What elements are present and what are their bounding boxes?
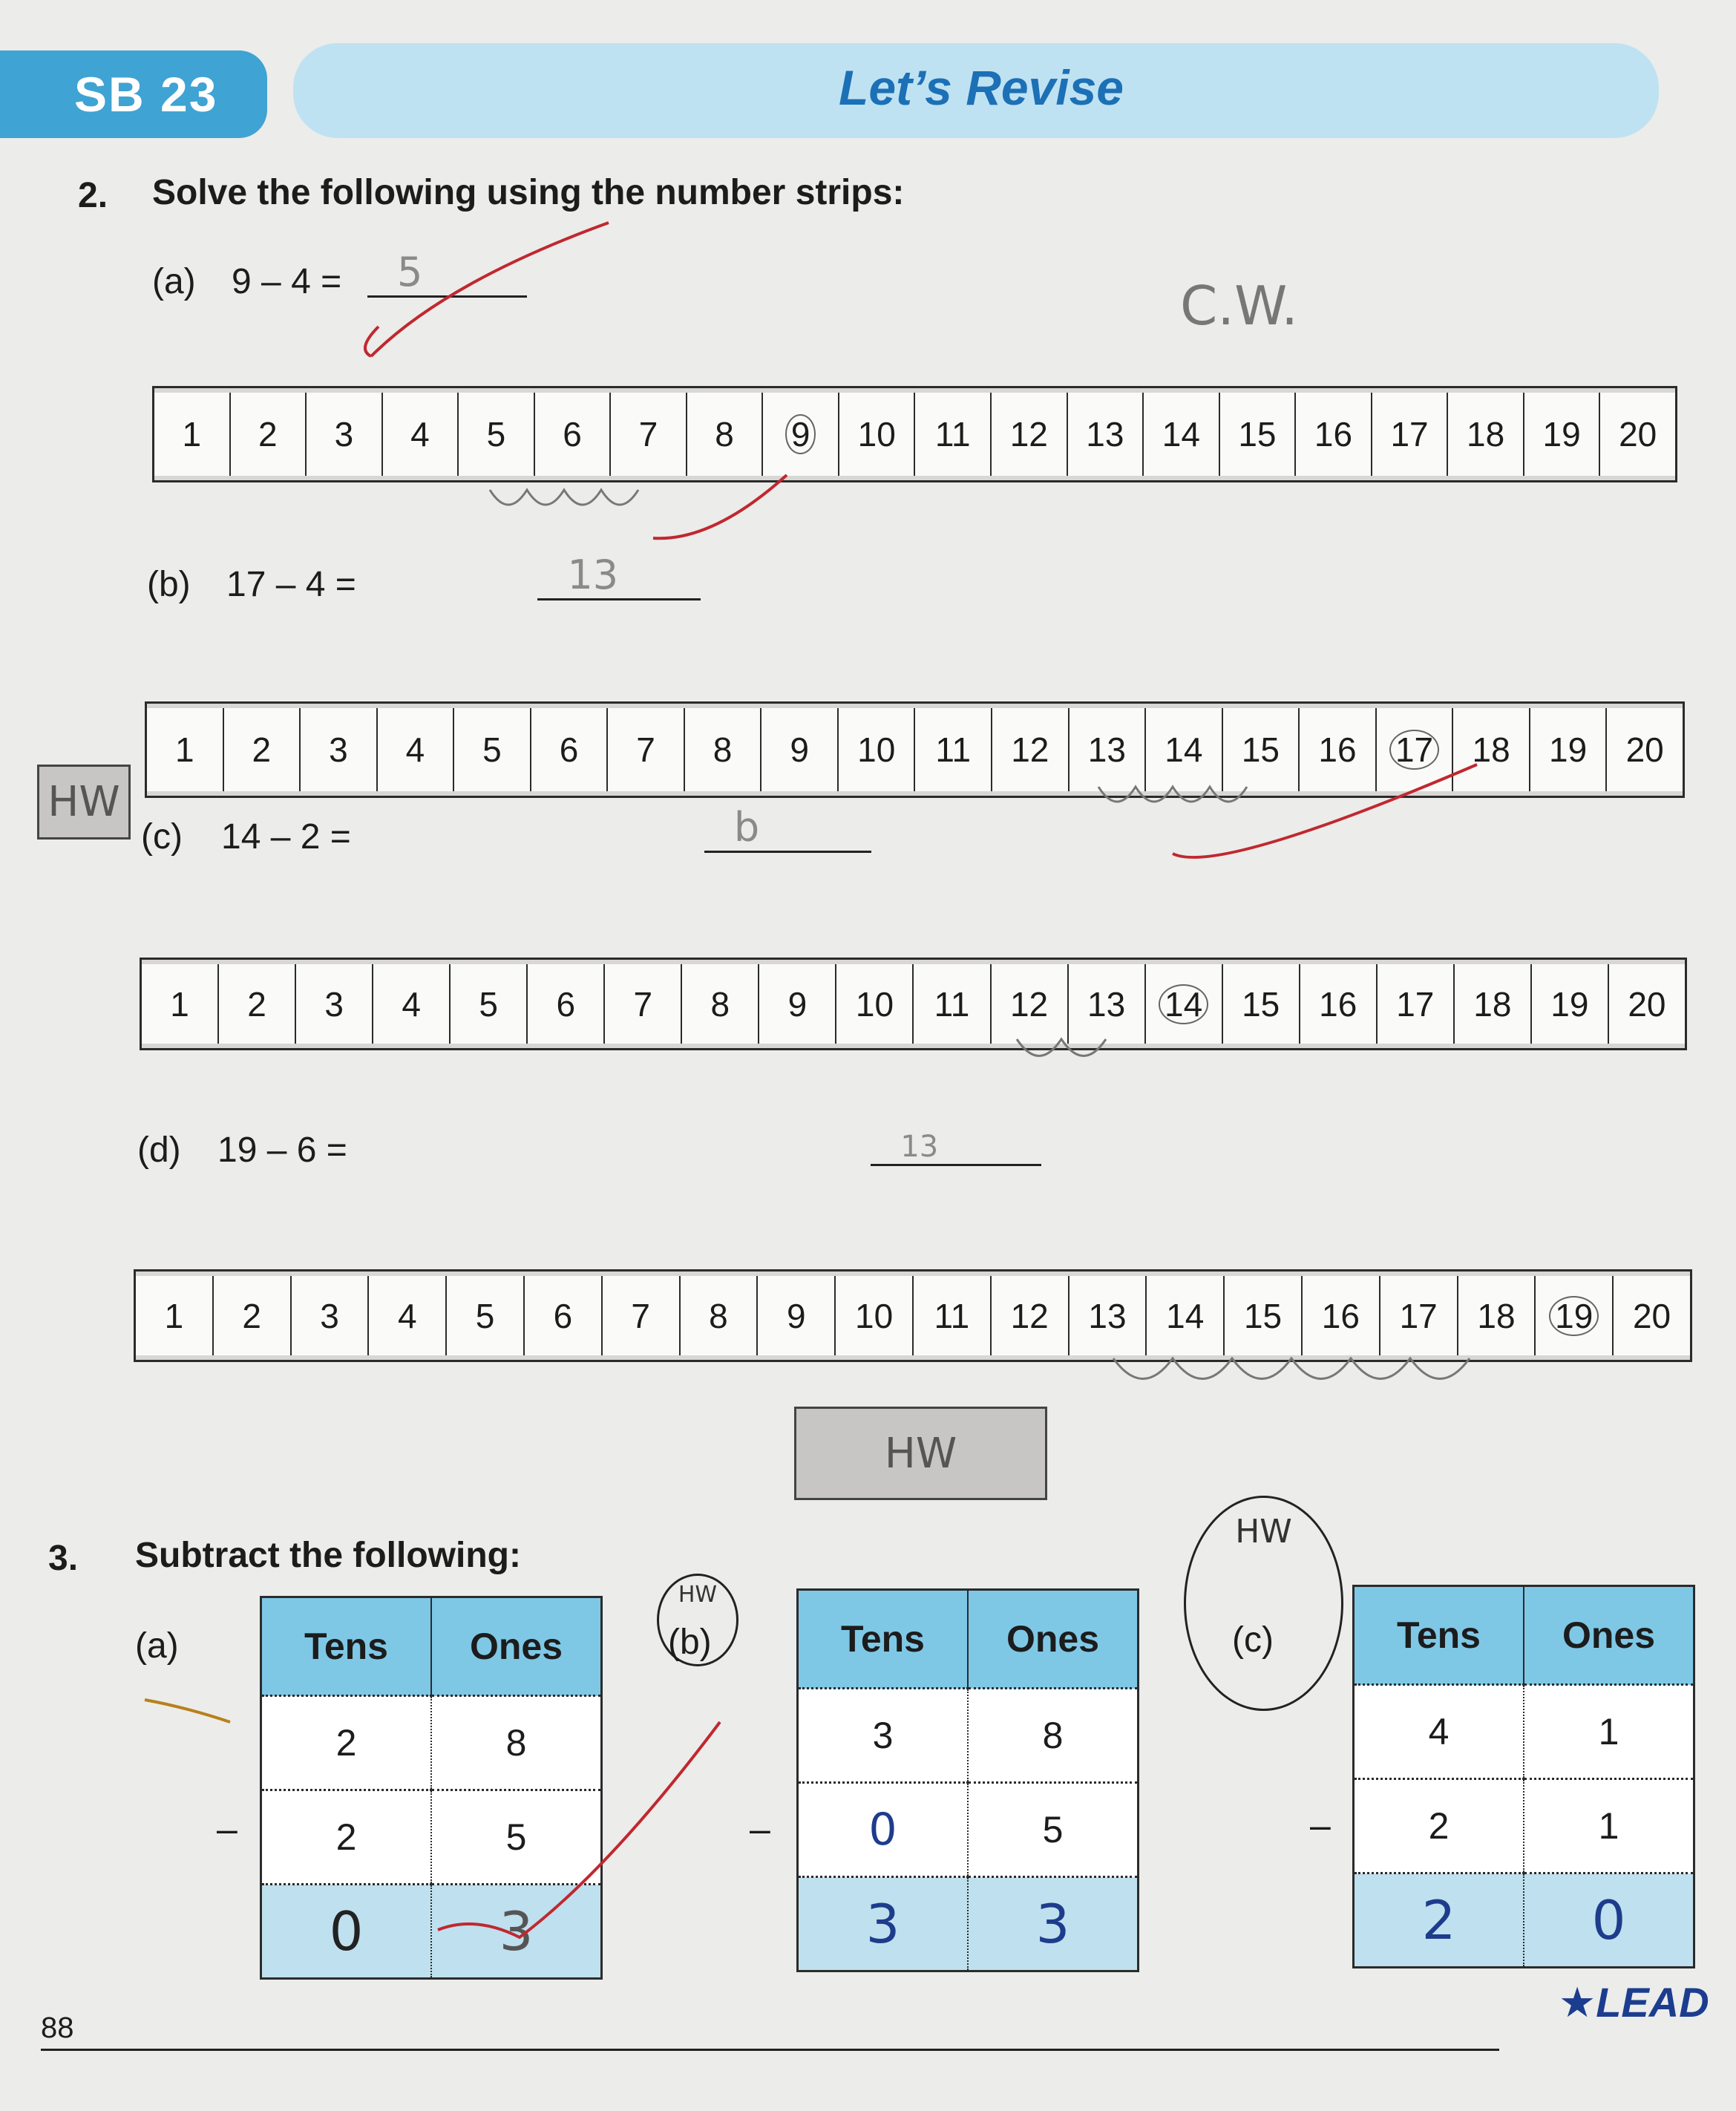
strip-a-cell-11	[914, 393, 990, 476]
strip-b-cell-label: 2	[252, 730, 272, 769]
strip-b-cell-label: 12	[1011, 730, 1049, 769]
strip-a-cell-label: 10	[857, 415, 896, 454]
strip-a-cell-17	[1371, 393, 1447, 476]
table-b	[796, 1588, 1139, 1972]
strip-c-cell-label: 15	[1242, 984, 1280, 1024]
strip-a-cell-14	[1142, 393, 1219, 476]
strip-d-cell-5	[445, 1276, 523, 1355]
table-b-bottom-tens: 0	[798, 1783, 969, 1877]
strip-b-cell-label: 11	[935, 730, 972, 769]
strip-a-cell-label: 9	[785, 414, 816, 454]
strip-a-cell-5	[457, 393, 534, 476]
strip-b-cell-label: 10	[857, 730, 896, 769]
strip-b-cell-label: 1	[174, 730, 194, 769]
table-a-label: (a)	[135, 1626, 179, 1666]
strip-b-cell-label: 16	[1318, 730, 1357, 769]
strip-c-cell-label: 19	[1550, 984, 1589, 1024]
strip-b-cell-label: 18	[1472, 730, 1510, 769]
strip-a-cell-label: 16	[1314, 415, 1353, 454]
table-c-top-ones: 1	[1524, 1685, 1694, 1779]
strip-c-cell-label: 10	[855, 984, 894, 1024]
strip-c-cell-label: 3	[324, 984, 344, 1024]
strip-b-cell-label: 20	[1625, 730, 1664, 769]
strip-a-cell-label: 18	[1466, 415, 1505, 454]
strip-a-cell-label: 5	[486, 415, 506, 454]
table-c-minus: –	[1310, 1804, 1331, 1846]
strip-a-cell-label: 14	[1162, 415, 1200, 454]
table-b-minus: –	[750, 1808, 770, 1850]
strip-c-cell-10	[835, 964, 912, 1044]
table-a-bottom-ones: 5	[431, 1790, 602, 1885]
strip-d-cell-15	[1223, 1276, 1301, 1355]
strip-d-cell-label: 14	[1166, 1296, 1205, 1335]
strip-d-cell-6	[523, 1276, 601, 1355]
strip-c-cell-label: 5	[479, 984, 498, 1024]
table-b-top-ones: 8	[968, 1689, 1139, 1783]
table-c-answer-tens[interactable]: 2	[1354, 1873, 1524, 1968]
hw-stamp-center: HW	[794, 1407, 1047, 1500]
strip-d-cell-19	[1534, 1276, 1612, 1355]
strip-c-cell-19	[1530, 964, 1608, 1044]
question-3-number: 3.	[48, 1539, 79, 1578]
strip-d-cell-label: 5	[475, 1296, 495, 1335]
teacher-note-cw: C.W.	[1180, 275, 1298, 337]
strip-c-cell-label: 1	[170, 984, 189, 1024]
strip-a-cell-label: 15	[1238, 415, 1277, 454]
strip-d-cell-label: 1	[164, 1296, 184, 1335]
table-c-ones-header: Ones	[1524, 1586, 1694, 1685]
strip-d-cell-1	[136, 1276, 212, 1355]
strip-a-cell-label: 8	[715, 415, 734, 454]
strip-c-cell-label: 18	[1473, 984, 1512, 1024]
strip-c-cell-label: 6	[556, 984, 576, 1024]
part-d-answer: 13	[900, 1130, 939, 1164]
question-2-instruction: Solve the following using the number strips:	[152, 173, 905, 212]
strip-b-cell-label: 13	[1087, 730, 1126, 769]
strip-b-cell-label: 4	[405, 730, 425, 769]
strip-d-cell-label: 20	[1632, 1296, 1671, 1335]
strip-b-cell-4	[376, 708, 453, 791]
strip-d-cell-9	[756, 1276, 834, 1355]
strip-a-cell-18	[1447, 393, 1523, 476]
strip-d-cell-label: 4	[397, 1296, 417, 1335]
part-d-answer-field[interactable]	[871, 1130, 1041, 1166]
strip-c-cell-label: 9	[787, 984, 808, 1024]
strip-c-cell-label: 12	[1009, 984, 1049, 1024]
strip-a-cell-4	[381, 393, 458, 476]
strip-b-cell-6	[530, 708, 607, 791]
strip-d-cell-label: 7	[631, 1296, 650, 1335]
strip-a-cell-9	[761, 393, 838, 476]
number-strip-c	[140, 958, 1687, 1050]
part-c-answer-field[interactable]	[704, 804, 871, 853]
strip-b-cell-20	[1605, 708, 1683, 791]
table-a-top-ones: 8	[431, 1696, 602, 1790]
strip-d-cell-label: 8	[709, 1296, 728, 1335]
strip-a-cell-8	[686, 393, 762, 476]
strip-a-cell-1	[154, 393, 229, 476]
part-a-answer: 5	[397, 249, 423, 295]
strip-a-cell-label: 12	[1009, 415, 1048, 454]
strip-d-cell-20	[1612, 1276, 1690, 1355]
table-b-answer-tens[interactable]: 3	[798, 1877, 969, 1971]
strip-c-cell-label: 4	[402, 984, 421, 1024]
strip-b-cell-1	[147, 708, 223, 791]
strip-d-cell-18	[1457, 1276, 1535, 1355]
strip-a-cell-label: 7	[638, 415, 658, 454]
strip-c-cell-7	[603, 964, 681, 1044]
hw-oval-c-text: HW	[1235, 1513, 1292, 1551]
strip-d-cell-10	[834, 1276, 912, 1355]
strip-a-cell-label: 13	[1086, 415, 1124, 454]
strip-a-cell-label: 3	[334, 415, 354, 454]
strip-a-cell-label: 20	[1619, 415, 1657, 454]
strip-a-cell-12	[990, 393, 1067, 476]
strip-b-cell-label: 17	[1389, 730, 1439, 770]
table-b-bottom-ones: 5	[968, 1783, 1139, 1877]
strip-b-cell-label: 19	[1549, 730, 1588, 769]
strip-a-cell-15	[1219, 393, 1295, 476]
part-b-label: (b)	[147, 565, 191, 604]
jump-arcs-a	[490, 490, 638, 505]
strip-a-cell-label: 11	[934, 415, 971, 454]
strip-b-cell-2	[223, 708, 300, 791]
strip-a-cell-label: 2	[258, 415, 278, 454]
strip-a-cell-label: 4	[410, 415, 430, 454]
footer-line	[41, 2049, 1499, 2051]
lead-logo: ★LEAD	[1559, 1979, 1709, 2026]
strip-c-cell-label: 8	[710, 984, 730, 1024]
table-b-label: (b)	[668, 1623, 712, 1662]
strip-a-cell-label: 17	[1390, 415, 1429, 454]
strip-d-cell-label: 2	[242, 1296, 261, 1335]
page-number: 88	[41, 2012, 74, 2044]
strip-d-cell-label: 17	[1399, 1296, 1438, 1335]
strip-c-cell-17	[1376, 964, 1453, 1044]
strip-d-cell-7	[601, 1276, 679, 1355]
strip-b-cell-label: 8	[713, 730, 733, 769]
question-3-instruction: Subtract the following:	[135, 1536, 521, 1575]
table-a-minus: –	[217, 1808, 238, 1850]
strip-a-cell-7	[609, 393, 686, 476]
strip-b-cell-16	[1298, 708, 1375, 791]
number-strip-a	[152, 386, 1677, 482]
strip-c-cell-label: 13	[1087, 984, 1126, 1024]
strip-c-cell-15	[1222, 964, 1299, 1044]
tick-mark-strip-a	[653, 475, 787, 538]
question-2-number: 2.	[78, 176, 108, 215]
strip-a-cell-6	[534, 393, 610, 476]
hw-oval-b-text: HW	[678, 1582, 718, 1608]
lead-logo-text: LEAD	[1596, 1979, 1709, 2026]
strip-c-cell-16	[1299, 964, 1376, 1044]
strip-b-cell-8	[684, 708, 761, 791]
strip-c-cell-label: 14	[1159, 984, 1208, 1024]
strip-b-cell-11	[914, 708, 991, 791]
strip-b-cell-14	[1144, 708, 1222, 791]
table-c-answer-ones[interactable]: 0	[1524, 1873, 1694, 1968]
table-a-bottom-tens: 2	[261, 1790, 432, 1885]
strip-a-cell-10	[838, 393, 914, 476]
table-a-answer-ones[interactable]: 3	[431, 1885, 602, 1979]
strip-b-cell-7	[606, 708, 684, 791]
part-b-answer-field[interactable]	[537, 552, 701, 600]
hw-oval-c	[1184, 1496, 1343, 1711]
strip-d-cell-label: 18	[1477, 1296, 1516, 1335]
strip-c-cell-label: 17	[1396, 984, 1435, 1024]
strip-c-cell-9	[758, 964, 835, 1044]
strip-b-cell-12	[991, 708, 1068, 791]
table-a-top-tens: 2	[261, 1696, 432, 1790]
strip-b-cell-18	[1452, 708, 1529, 791]
strip-a-cell-label: 19	[1542, 415, 1581, 454]
table-a-tens-header: Tens	[261, 1597, 432, 1696]
table-a-ones-header: Ones	[431, 1597, 602, 1696]
number-strip-d	[134, 1269, 1692, 1362]
strip-c-cell-18	[1453, 964, 1530, 1044]
strip-b-cell-label: 3	[329, 730, 348, 769]
part-a-answer-field[interactable]	[367, 249, 527, 298]
table-c-bottom-ones: 1	[1524, 1779, 1694, 1873]
strip-c-cell-11	[912, 964, 989, 1044]
strip-c-cell-label: 7	[633, 984, 653, 1024]
strip-b-cell-17	[1375, 708, 1452, 791]
strip-d-cell-label: 11	[934, 1296, 970, 1335]
strip-c-cell-2	[217, 964, 295, 1044]
part-c-label: (c)	[141, 817, 183, 857]
table-b-tens-header: Tens	[798, 1590, 969, 1689]
part-d-equation: 19 – 6 =	[217, 1130, 347, 1170]
strip-b-cell-10	[837, 708, 914, 791]
strip-b-cell-15	[1222, 708, 1299, 791]
strip-d-cell-3	[290, 1276, 368, 1355]
strip-d-cell-label: 9	[786, 1296, 806, 1335]
strip-c-cell-14	[1144, 964, 1222, 1044]
part-c-equation: 14 – 2 =	[221, 817, 351, 857]
strip-c-cell-1	[142, 964, 217, 1044]
sb-badge: SB 23	[0, 50, 267, 138]
strip-d-cell-label: 12	[1010, 1296, 1049, 1335]
strip-d-cell-label: 10	[854, 1296, 894, 1335]
number-strip-b	[145, 701, 1685, 798]
part-b-answer: 13	[567, 552, 619, 598]
table-c	[1352, 1585, 1695, 1968]
strip-c-cell-label: 11	[934, 984, 970, 1024]
part-a-label: (a)	[152, 262, 196, 301]
strip-b-cell-label: 7	[636, 730, 655, 769]
strip-c-cell-label: 20	[1628, 984, 1666, 1024]
strip-d-cell-17	[1379, 1276, 1457, 1355]
strip-b-cell-13	[1068, 708, 1145, 791]
part-c-answer: b	[733, 804, 760, 851]
table-c-label: (c)	[1232, 1620, 1274, 1660]
table-c-tens-header: Tens	[1354, 1586, 1524, 1685]
page-title: Let’s Revise	[839, 60, 1124, 115]
strip-c-cell-4	[372, 964, 449, 1044]
table-a	[260, 1596, 603, 1980]
strip-a-cell-2	[229, 393, 306, 476]
strip-d-cell-label: 3	[320, 1296, 339, 1335]
strip-a-cell-13	[1067, 393, 1143, 476]
strip-d-cell-label: 6	[553, 1296, 573, 1335]
hw-stamp-left: HW	[37, 765, 131, 840]
strip-b-cell-label: 6	[559, 730, 579, 769]
strip-d-cell-16	[1301, 1276, 1379, 1355]
strip-c-cell-20	[1608, 964, 1685, 1044]
strip-d-cell-label: 16	[1321, 1296, 1360, 1335]
strip-a-cell-3	[305, 393, 381, 476]
strip-b-cell-9	[760, 708, 837, 791]
strip-b-cell-label: 15	[1241, 730, 1280, 769]
strip-c-cell-5	[449, 964, 526, 1044]
table-b-answer-ones[interactable]: 3	[968, 1877, 1139, 1971]
strip-b-cell-label: 9	[790, 730, 809, 769]
table-a-answer-tens[interactable]: 0	[261, 1885, 432, 1979]
strip-d-cell-12	[990, 1276, 1068, 1355]
strip-d-cell-14	[1145, 1276, 1223, 1355]
strip-b-cell-label: 14	[1165, 730, 1203, 769]
strip-c-cell-6	[526, 964, 603, 1044]
strip-d-cell-13	[1068, 1276, 1146, 1355]
strip-c-cell-8	[681, 964, 758, 1044]
strip-a-cell-label: 1	[182, 415, 202, 454]
strip-a-cell-16	[1294, 393, 1371, 476]
table-b-ones-header: Ones	[968, 1590, 1139, 1689]
strip-b-cell-3	[299, 708, 376, 791]
strip-d-cell-label: 19	[1549, 1296, 1599, 1336]
strip-c-cell-12	[990, 964, 1067, 1044]
strip-a-cell-label: 6	[563, 415, 582, 454]
strip-d-cell-label: 13	[1088, 1296, 1127, 1335]
tick-mark-q3a	[145, 1700, 230, 1722]
strip-c-cell-label: 2	[247, 984, 266, 1024]
table-c-bottom-tens: 2	[1354, 1779, 1524, 1873]
strip-d-cell-11	[912, 1276, 990, 1355]
tick-mark-a-hook	[365, 327, 379, 356]
table-b-top-tens: 3	[798, 1689, 969, 1783]
part-d-label: (d)	[137, 1130, 181, 1170]
part-b-equation: 17 – 4 =	[226, 565, 356, 604]
strip-a-cell-20	[1599, 393, 1675, 476]
strip-d-cell-4	[367, 1276, 445, 1355]
strip-c-cell-13	[1067, 964, 1144, 1044]
table-c-top-tens: 4	[1354, 1685, 1524, 1779]
strip-c-cell-label: 16	[1319, 984, 1357, 1024]
strip-d-cell-8	[679, 1276, 757, 1355]
strip-d-cell-label: 15	[1243, 1296, 1283, 1335]
strip-b-cell-label: 5	[482, 730, 502, 769]
strip-b-cell-19	[1529, 708, 1606, 791]
part-a-equation: 9 – 4 =	[232, 262, 342, 301]
strip-b-cell-5	[453, 708, 530, 791]
strip-c-cell-3	[295, 964, 372, 1044]
strip-a-cell-19	[1523, 393, 1599, 476]
strip-d-cell-2	[212, 1276, 290, 1355]
